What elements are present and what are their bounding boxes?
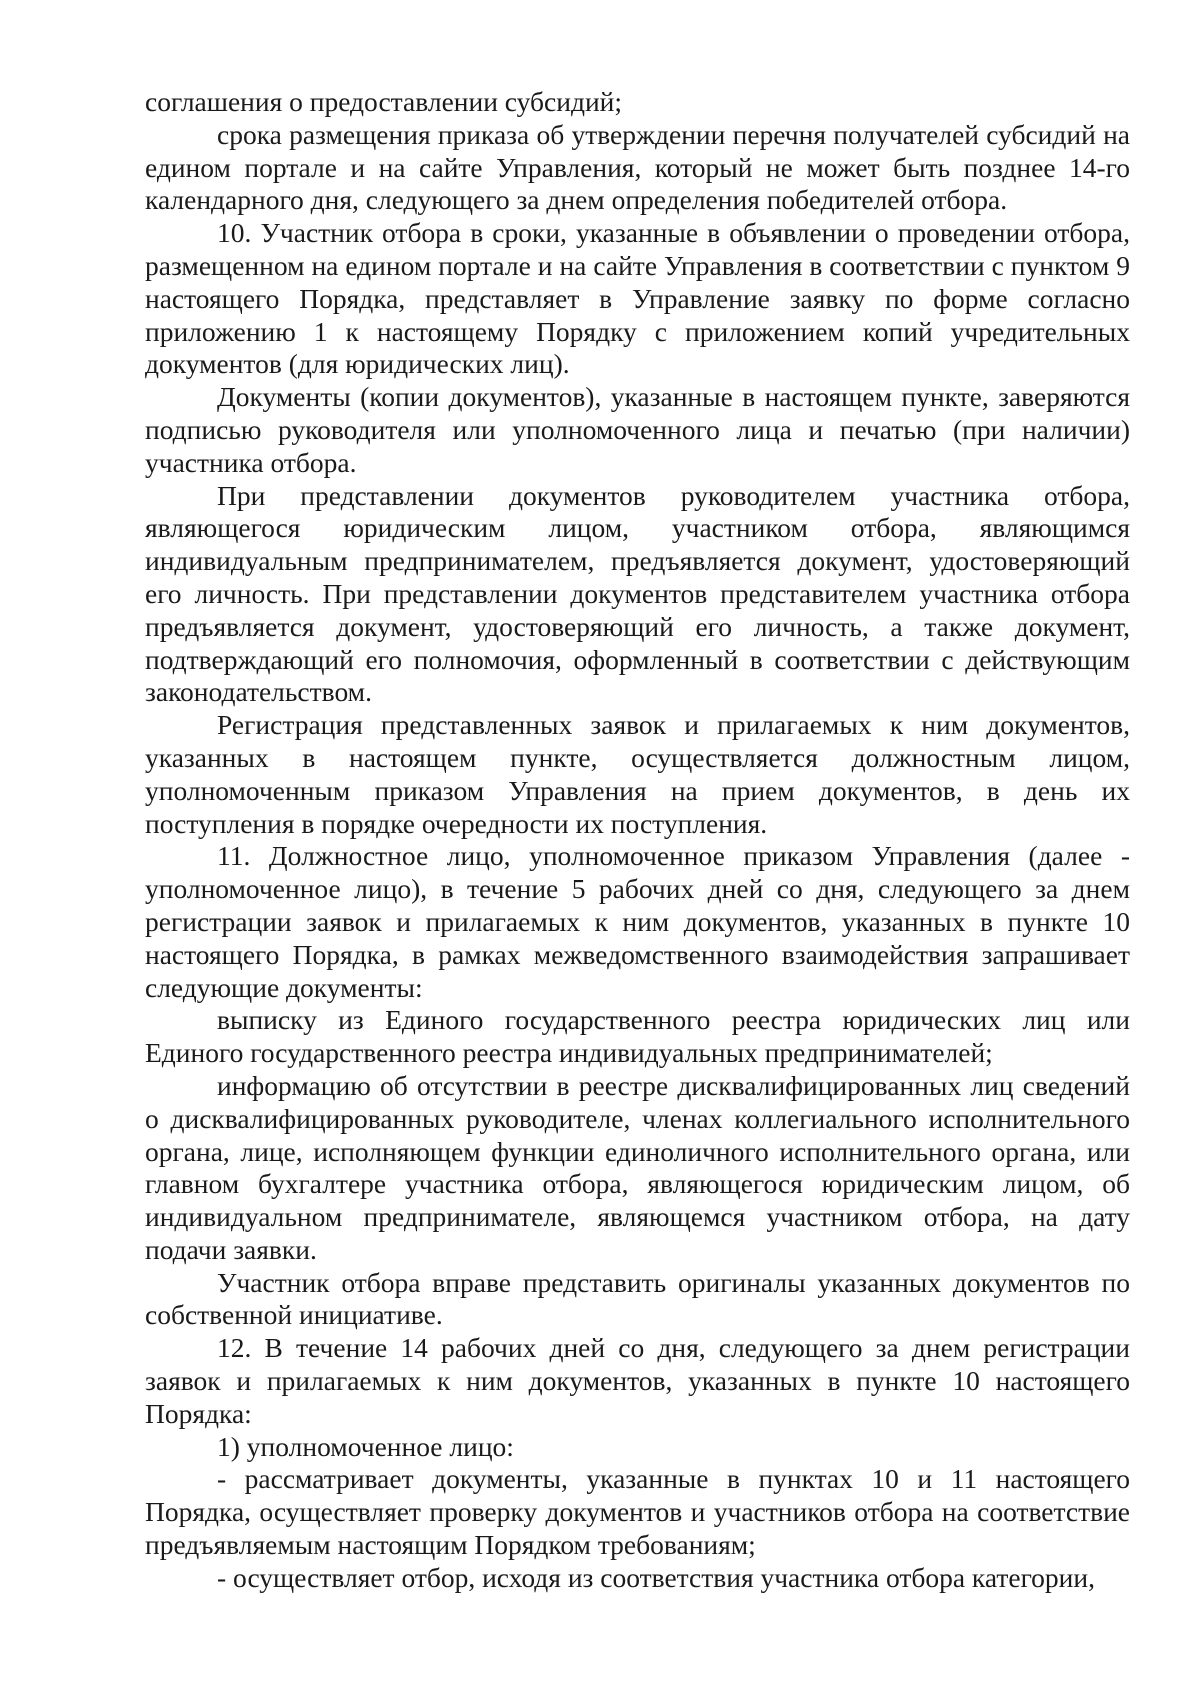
paragraph-6: Регистрация представленных заявок и прилагаемых к ним документов, указанных в настоящем пункте, осуществляется должностным лицом, уполномоченным приказом Управления на прием документов, в день их поступления в порядке очередности их поступления.	[145, 709, 1130, 839]
paragraph-4: Документы (копии документов), указанные в настоящем пункте, заверяются подписью руководителя или уполномоченного лица и печатью (при наличии) участника отбора.	[145, 381, 1130, 478]
paragraph-13: - рассматривает документы, указанные в пунктах 10 и 11 настоящего Порядка, осуществляет проверку документов и участников отбора на соответствие предъявляемым настоящим Порядком требованиям;	[145, 1463, 1130, 1561]
paragraph-3: 10. Участник отбора в сроки, указанные в объявлении о проведении отбора, размещенном на едином портале и на сайте Управления в соответствии с пунктом 9 настоящего Порядка, представляет в Управление заявку по форме согласно приложению 1 к настоящему Порядку с приложением копий учредительных документов (для юридических лиц).	[145, 217, 1130, 380]
paragraph-5: При представлении документов руководителем участника отбора, являющегося юридическим лицом, участником отбора, являющимся индивидуальным предпринимателем, предъявляется документ, удостоверяющий его личность. При представлении документов представителем участника отбора предъявляется документ, удостоверяющий его личность, а также документ, подтверждающий его полномочия, оформленный в соответствии с действующим законодательством.	[145, 479, 1130, 708]
paragraph-7: 11. Должностное лицо, уполномоченное приказом Управления (далее - уполномоченное лицо), в течение 5 рабочих дней со дня, следующего за днем регистрации заявок и прилагаемых к ним документов, указанных в пункте 10 настоящего Порядка, в рамках межведомственного взаимодействия запрашивает следующие документы:	[145, 840, 1130, 1003]
paragraph-9: информацию об отсутствии в реестре дисквалифицированных лиц сведений о дисквалифицированных руководителе, членах коллегиального исполнительного органа, лице, исполняющем функции единоличного исполнительного органа, или главном бухгалтере участника отбора, являющегося юридическим лицом, об индивидуальном предпринимателе, являющемся участником отбора, на дату подачи заявки.	[145, 1069, 1130, 1265]
document-body	[145, 86, 1130, 1595]
paragraph-12: 1) уполномоченное лицо:	[217, 1430, 514, 1462]
paragraph-14: - осуществляет отбор, исходя из соответствия участника отбора категории,	[217, 1561, 1095, 1593]
paragraph-1: соглашения о предоставлении субсидий;	[145, 86, 623, 117]
paragraph-10: Участник отбора вправе представить оригиналы указанных документов по собственной инициативе.	[145, 1266, 1130, 1331]
paragraph-8: выписку из Единого государственного реестра юридических лиц или Единого государственного реестра индивидуальных предпринимателей;	[145, 1004, 1130, 1069]
paragraph-11: 12. В течение 14 рабочих дней со дня, следующего за днем регистрации заявок и прилагаемых к ним документов, указанных в пункте 10 настоящего Порядка:	[145, 1332, 1130, 1429]
paragraph-2: срока размещения приказа об утверждении перечня получателей субсидий на едином портале и на сайте Управления, который не может быть позднее 14-го календарного дня, следующего за днем определения победителей отбора.	[145, 118, 1130, 216]
